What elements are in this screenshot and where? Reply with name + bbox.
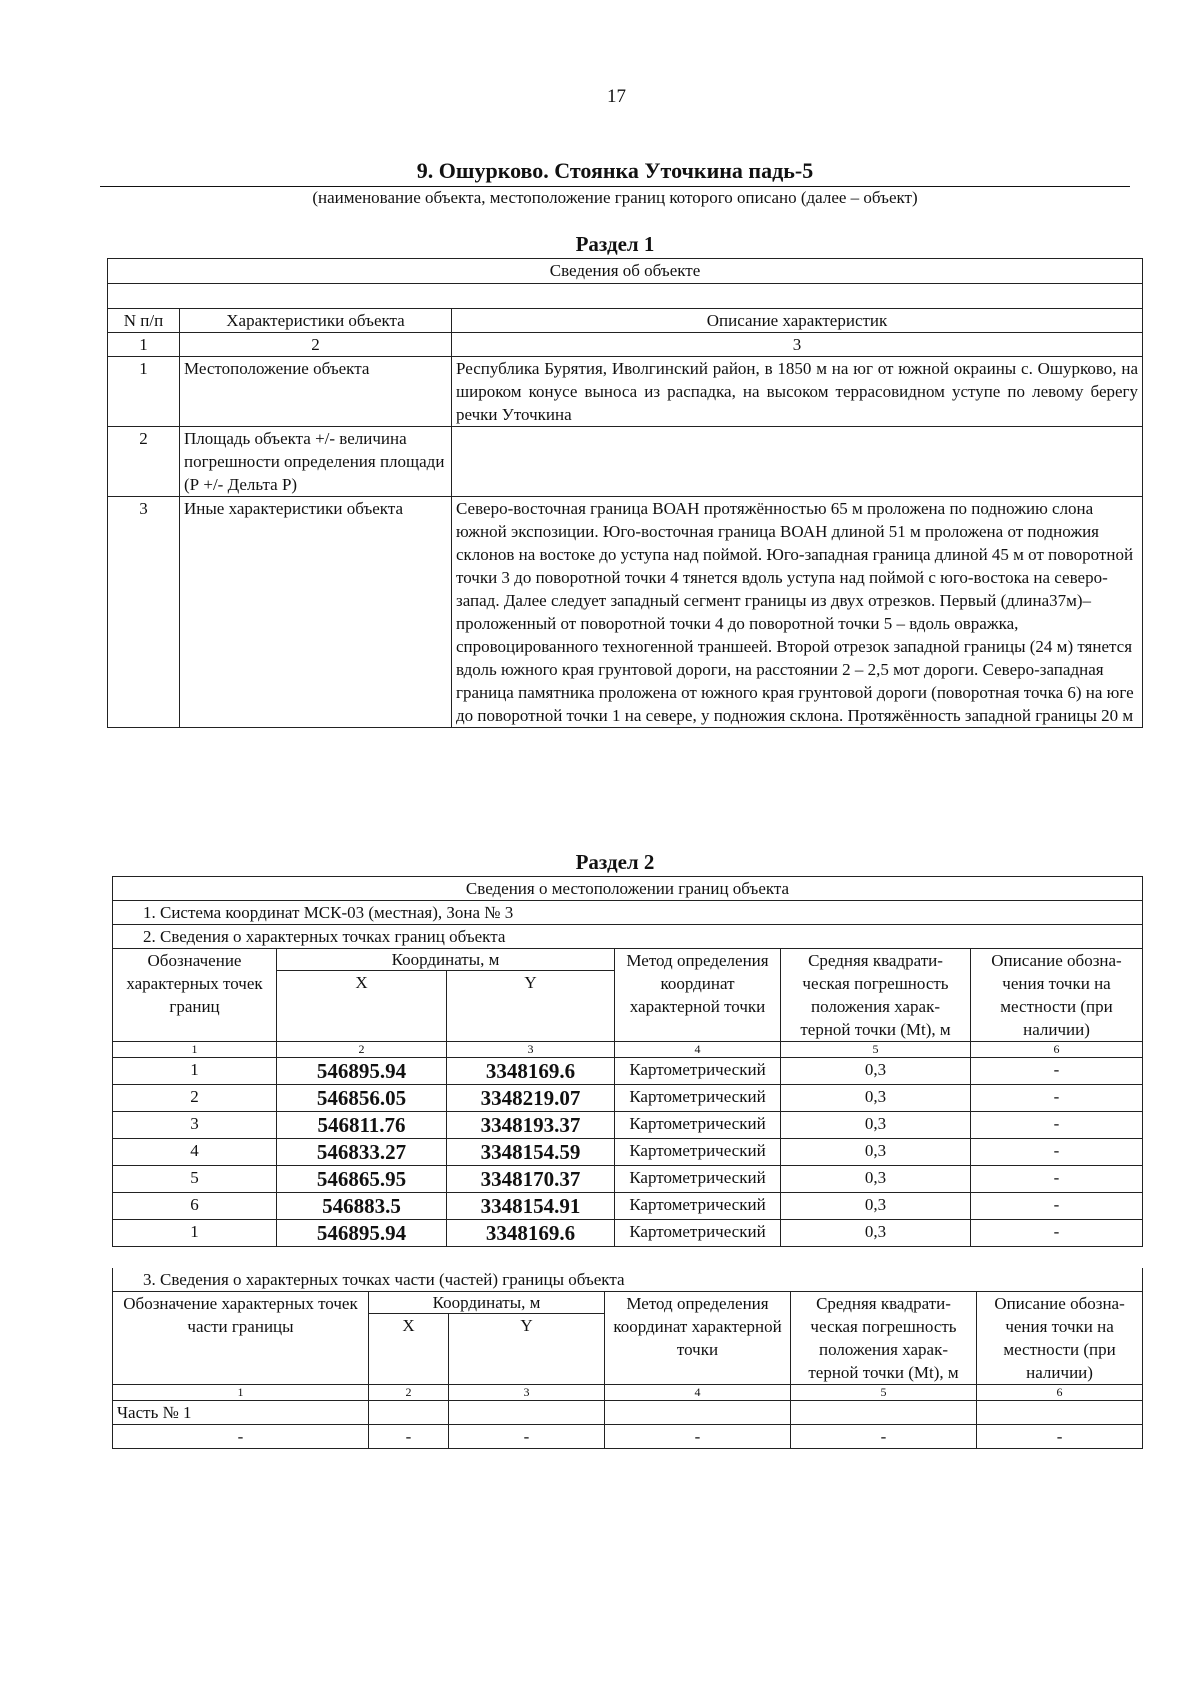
- point-method: Картометрический: [615, 1166, 781, 1193]
- point-method: Картометрический: [615, 1193, 781, 1220]
- page-number: 17: [607, 86, 626, 107]
- col-number: 6: [971, 1042, 1143, 1058]
- header-x: X: [277, 971, 447, 1042]
- part-cell: -: [113, 1425, 369, 1449]
- row-number: 3: [108, 497, 180, 728]
- object-info-title: Сведения об объекте: [108, 259, 1143, 284]
- header-number: N п/п: [108, 309, 180, 333]
- point-error: 0,3: [781, 1193, 971, 1220]
- section1-heading: Раздел 1: [575, 232, 655, 256]
- point-y: 3348169.6: [447, 1058, 615, 1085]
- point-x: 546833.27: [277, 1139, 447, 1166]
- table-row: [113, 1166, 1143, 1193]
- empty-cell: [977, 1401, 1143, 1425]
- point-id: 3: [113, 1112, 277, 1139]
- header-characteristic: Характеристики объекта: [180, 309, 452, 333]
- point-id: 6: [113, 1193, 277, 1220]
- header-point-description: Описание обозна- чения точки на местности (при наличии): [977, 1292, 1143, 1385]
- col-number: 1: [113, 1385, 369, 1401]
- col-number: 2: [369, 1385, 449, 1401]
- empty-cell: [791, 1401, 977, 1425]
- title-underline: [100, 186, 1130, 187]
- col-number: 3: [452, 333, 1143, 357]
- part-cell: -: [449, 1425, 605, 1449]
- table-row: [113, 1058, 1143, 1085]
- coordinate-system: 1. Система координат МСК-03 (местная), Зона № 3: [113, 901, 1143, 925]
- part-cell: -: [605, 1425, 791, 1449]
- empty-cell: [369, 1401, 449, 1425]
- point-method: Картометрический: [615, 1139, 781, 1166]
- row-characteristic: Иные характеристики объекта: [180, 497, 452, 728]
- table-row: [113, 1193, 1143, 1220]
- part-cell: -: [791, 1425, 977, 1449]
- row-description: Северо-восточная граница ВОАН протяжённостью 65 м проложена по подножию слона южной экспозиции. Юго-восточная граница ВОАН длиной 51 м проложена от подножия склонов на востоке до уступа над поймой. Юго-западная граница длиной 45 м от поворотной точки 3 до поворотной точки 4 тянется вдоль уступа над поймой с юго-востока на северо-запад. Далее следует западный сегмент границы из двух отрезков. Первый (длина37м)–проложенный от поворотной точки 4 до поворотной точки 5 – вдоль овражка, спровоцированного техногенной траншеей. Второй отрезок западной границы (24 м) тянется вдоль южного края грунтовой дороги, на расстоянии 2 – 2,5 мот дороги. Северо-западная граница памятника проложена от южного края грунтовой дороги (поворотная точка 6) на юге до поворотной точки 1 на севере, у подножия склона. Протяжённость западной границы 20 м: [452, 497, 1143, 728]
- point-description: -: [971, 1220, 1143, 1247]
- row-number: 1: [108, 357, 180, 427]
- col-number: 2: [277, 1042, 447, 1058]
- row-number: 2: [108, 427, 180, 497]
- boundary-points-table: [112, 876, 1143, 1247]
- point-error: 0,3: [781, 1112, 971, 1139]
- col-number: 2: [180, 333, 452, 357]
- document-title: 9. Ошурково. Стоянка Уточкина падь-5: [416, 158, 814, 183]
- table-row: [113, 1401, 1143, 1425]
- point-error: 0,3: [781, 1139, 971, 1166]
- point-method: Картометрический: [615, 1112, 781, 1139]
- header-point-description: Описание обозна- чения точки на местности (при наличии): [971, 949, 1143, 1042]
- col-number: 4: [615, 1042, 781, 1058]
- document-subtitle: (наименование объекта, местоположение границ которого описано (далее – объект): [312, 188, 918, 207]
- col-number: 5: [791, 1385, 977, 1401]
- point-id: 2: [113, 1085, 277, 1112]
- point-y: 3348154.59: [447, 1139, 615, 1166]
- header-error: Средняя квадрати- ческая погрешность положения харак- терной точки (Mt), м: [791, 1292, 977, 1385]
- part-label: Часть № 1: [113, 1401, 369, 1425]
- header-error: Средняя квадрати- ческая погрешность положения харак- терной точки (Mt), м: [781, 949, 971, 1042]
- col-number: 3: [447, 1042, 615, 1058]
- table-row: [113, 1220, 1143, 1247]
- row-characteristic: Местоположение объекта: [180, 357, 452, 427]
- parts-title: 3. Сведения о характерных точках части (частей) границы объекта: [113, 1268, 1143, 1292]
- point-id: 5: [113, 1166, 277, 1193]
- header-y: Y: [447, 971, 615, 1042]
- col-number: 1: [108, 333, 180, 357]
- row-description: [452, 427, 1143, 497]
- table-row: [113, 1139, 1143, 1166]
- table-row: [113, 1112, 1143, 1139]
- point-y: 3348154.91: [447, 1193, 615, 1220]
- point-description: -: [971, 1193, 1143, 1220]
- blank-row: [108, 284, 1143, 309]
- point-method: Картометрический: [615, 1085, 781, 1112]
- header-coordinates: Координаты, м: [369, 1292, 605, 1314]
- point-description: -: [971, 1139, 1143, 1166]
- point-description: -: [971, 1085, 1143, 1112]
- object-info-table: [107, 258, 1143, 728]
- row-characteristic: Площадь объекта +/- величина погрешности определения площади (Р +/- Дельта Р): [180, 427, 452, 497]
- point-id: 1: [113, 1058, 277, 1085]
- point-id: 1: [113, 1220, 277, 1247]
- part-cell: -: [977, 1425, 1143, 1449]
- points-title: 2. Сведения о характерных точках границ объекта: [113, 925, 1143, 949]
- point-y: 3348193.37: [447, 1112, 615, 1139]
- part-points-table: [112, 1268, 1143, 1449]
- point-x: 546811.76: [277, 1112, 447, 1139]
- point-x: 546865.95: [277, 1166, 447, 1193]
- point-x: 546895.94: [277, 1220, 447, 1247]
- point-description: -: [971, 1166, 1143, 1193]
- row-description: Республика Бурятия, Иволгинский район, в 1850 м на юг от южной окраины с. Ошурково, на широком конусе выноса из распадка, на высоком террасовидном уступе по левому берегу речки Уточкина: [452, 357, 1143, 427]
- point-error: 0,3: [781, 1085, 971, 1112]
- point-y: 3348170.37: [447, 1166, 615, 1193]
- header-x: X: [369, 1314, 449, 1385]
- point-error: 0,3: [781, 1220, 971, 1247]
- header-description: Описание характеристик: [452, 309, 1143, 333]
- col-number: 1: [113, 1042, 277, 1058]
- header-method: Метод определения координат характерной точки: [605, 1292, 791, 1385]
- point-error: 0,3: [781, 1166, 971, 1193]
- section2-heading: Раздел 2: [575, 850, 655, 874]
- point-method: Картометрический: [615, 1220, 781, 1247]
- header-coordinates: Координаты, м: [277, 949, 615, 971]
- col-number: 3: [449, 1385, 605, 1401]
- header-part-point-id: Обозначение характерных точек части границы: [113, 1292, 369, 1385]
- empty-cell: [605, 1401, 791, 1425]
- part-cell: -: [369, 1425, 449, 1449]
- col-number: 5: [781, 1042, 971, 1058]
- col-number: 4: [605, 1385, 791, 1401]
- point-x: 546895.94: [277, 1058, 447, 1085]
- point-error: 0,3: [781, 1058, 971, 1085]
- table-row: [108, 427, 1143, 497]
- point-description: -: [971, 1058, 1143, 1085]
- header-y: Y: [449, 1314, 605, 1385]
- point-x: 546856.05: [277, 1085, 447, 1112]
- point-y: 3348219.07: [447, 1085, 615, 1112]
- table-row: [113, 1425, 1143, 1449]
- table-row: [108, 357, 1143, 427]
- table-row: [108, 497, 1143, 728]
- col-number: 6: [977, 1385, 1143, 1401]
- empty-cell: [449, 1401, 605, 1425]
- table-row: [113, 1085, 1143, 1112]
- header-point-id: Обозначение характерных точек границ: [113, 949, 277, 1042]
- point-method: Картометрический: [615, 1058, 781, 1085]
- point-description: -: [971, 1112, 1143, 1139]
- point-y: 3348169.6: [447, 1220, 615, 1247]
- point-x: 546883.5: [277, 1193, 447, 1220]
- boundary-table-title: Сведения о местоположении границ объекта: [113, 877, 1143, 901]
- point-id: 4: [113, 1139, 277, 1166]
- header-method: Метод определения координат характерной точки: [615, 949, 781, 1042]
